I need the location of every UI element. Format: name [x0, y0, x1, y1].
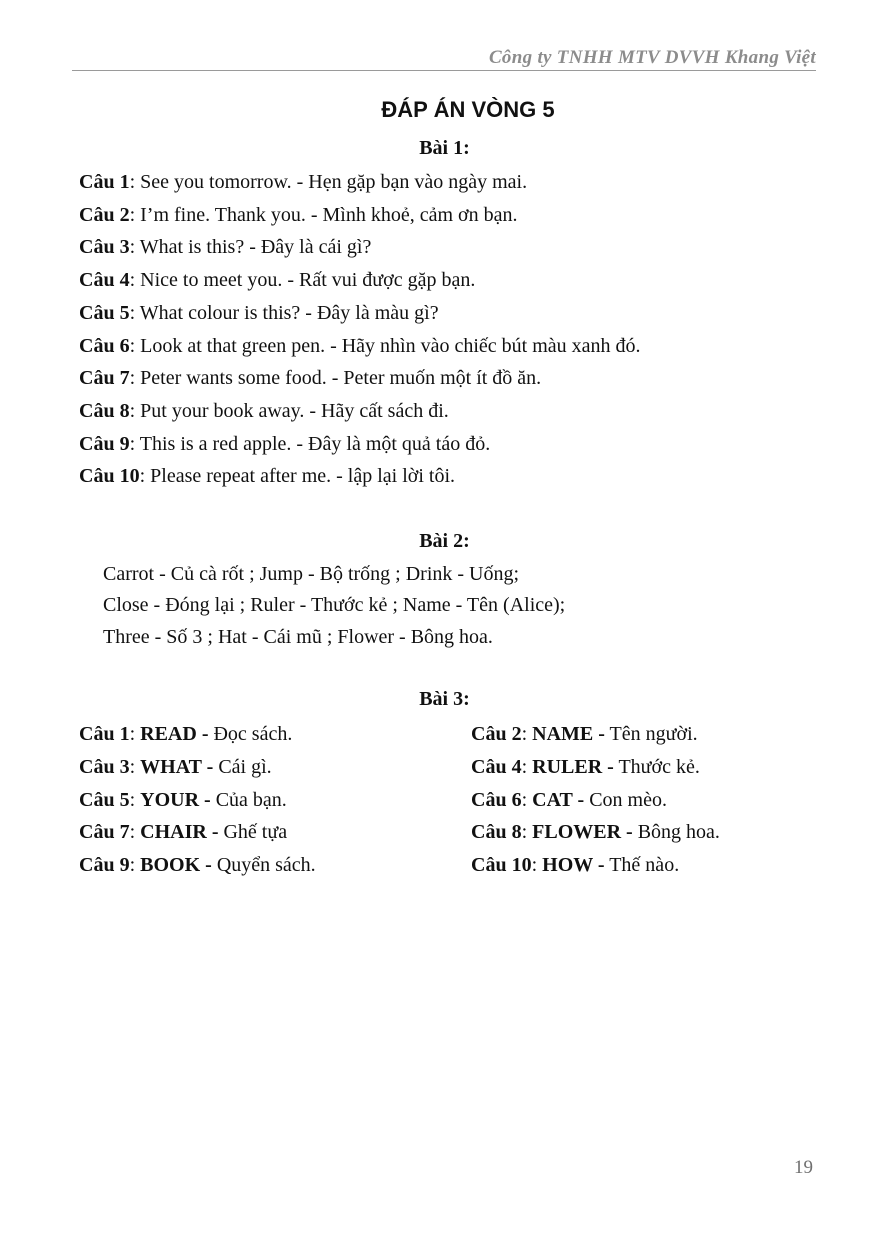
- vocab-word: BOOK: [140, 854, 201, 876]
- question-label: Câu 9: [79, 433, 130, 455]
- vocab-meaning: Ghế tựa: [218, 821, 288, 843]
- question-label: Câu 5: [79, 302, 130, 324]
- answer-text: Peter wants some food. - Peter muốn một ít đồ ăn.: [135, 367, 542, 389]
- vocab-answer-line: [79, 788, 287, 812]
- section-heading-bai-2: Bài 2:: [419, 530, 470, 552]
- vocab-word: WHAT: [140, 756, 202, 778]
- label-separator: :: [129, 236, 136, 258]
- question-label: Câu 10: [471, 854, 532, 876]
- answer-text: Please repeat after me. - lập lại lời tôi.: [145, 465, 456, 487]
- question-label: Câu 8: [79, 400, 130, 422]
- answer-line: [79, 235, 371, 259]
- label-separator: :: [521, 789, 533, 811]
- question-label: Câu 6: [79, 335, 130, 357]
- label-separator: :: [521, 756, 533, 778]
- page-number: 19: [794, 1157, 813, 1178]
- label-separator: :: [129, 367, 136, 389]
- answer-line: [79, 432, 490, 456]
- vocab-answer-line: [471, 755, 700, 779]
- question-label: Câu 7: [79, 821, 130, 843]
- question-label: Câu 7: [79, 367, 130, 389]
- question-label: Câu 3: [79, 756, 130, 778]
- answer-line: [79, 268, 475, 292]
- dash-separator: -: [572, 789, 585, 811]
- dash-separator: -: [201, 756, 214, 778]
- answer-text: Put your book away. - Hãy cất sách đi.: [135, 400, 449, 422]
- dash-separator: -: [200, 854, 212, 876]
- vocab-word: CAT: [532, 789, 573, 811]
- vocab-word: NAME: [532, 723, 594, 745]
- dash-separator: -: [593, 723, 605, 745]
- dash-separator: -: [621, 821, 633, 843]
- vocab-answer-line: [471, 853, 679, 877]
- dash-separator: -: [602, 756, 614, 778]
- question-label: Câu 6: [471, 789, 522, 811]
- bai-2-line: Three - Số 3 ; Hat - Cái mũ ; Flower - Bông hoa.: [103, 626, 493, 648]
- question-label: Câu 3: [79, 236, 130, 258]
- label-separator: :: [129, 400, 136, 422]
- question-label: Câu 8: [471, 821, 522, 843]
- bai-2-line: Carrot - Củ cà rốt ; Jump - Bộ trống ; Drink - Uống;: [103, 563, 520, 585]
- answer-text: Nice to meet you. - Rất vui được gặp bạn.: [135, 269, 476, 291]
- question-label: Câu 5: [79, 789, 130, 811]
- label-separator: :: [129, 854, 141, 876]
- label-separator: :: [129, 335, 136, 357]
- vocab-word: YOUR: [140, 789, 200, 811]
- vocab-answer-line: [79, 853, 316, 877]
- question-label: Câu 1: [79, 171, 130, 193]
- vocab-answer-line: [79, 722, 292, 746]
- answer-line: [79, 334, 641, 358]
- answer-line: [79, 399, 449, 423]
- vocab-meaning: Bông hoa.: [632, 821, 720, 843]
- label-separator: :: [129, 789, 141, 811]
- answer-line: [79, 366, 541, 390]
- dash-separator: -: [196, 723, 209, 745]
- label-separator: :: [531, 854, 543, 876]
- vocab-word: RULER: [532, 756, 603, 778]
- answer-text: I’m fine. Thank you. - Mình khoẻ, cảm ơn bạn.: [135, 204, 518, 226]
- question-label: Câu 4: [471, 756, 522, 778]
- dash-separator: -: [199, 789, 211, 811]
- vocab-answer-line: [471, 820, 720, 844]
- label-separator: :: [129, 821, 141, 843]
- label-separator: :: [129, 723, 141, 745]
- question-label: Câu 9: [79, 854, 130, 876]
- question-label: Câu 2: [471, 723, 522, 745]
- answer-line: [79, 301, 439, 325]
- label-separator: :: [521, 821, 533, 843]
- question-label: Câu 10: [79, 465, 140, 487]
- label-separator: :: [129, 269, 136, 291]
- vocab-meaning: Con mèo.: [584, 789, 667, 811]
- dash-separator: -: [592, 854, 605, 876]
- label-separator: :: [129, 756, 141, 778]
- answer-line: [79, 170, 527, 194]
- label-separator: :: [129, 204, 136, 226]
- vocab-answer-line: [79, 755, 272, 779]
- vocab-answer-line: [79, 820, 287, 844]
- vocab-meaning: Thước kẻ.: [613, 756, 700, 778]
- answer-line: [79, 464, 455, 488]
- question-label: Câu 4: [79, 269, 130, 291]
- section-heading-bai-1: Bài 1:: [419, 137, 470, 159]
- vocab-meaning: Của bạn.: [210, 789, 287, 811]
- vocab-meaning: Thế nào.: [604, 854, 680, 876]
- label-separator: :: [139, 465, 146, 487]
- section-heading-bai-3: Bài 3:: [419, 688, 470, 710]
- dash-separator: -: [206, 821, 219, 843]
- label-separator: :: [521, 723, 533, 745]
- vocab-meaning: Tên người.: [604, 723, 698, 745]
- vocab-answer-line: [471, 788, 667, 812]
- vocab-answer-line: [471, 722, 698, 746]
- vocab-word: READ: [140, 723, 197, 745]
- question-label: Câu 2: [79, 204, 130, 226]
- page-title: ĐÁP ÁN VÒNG 5: [381, 97, 555, 122]
- vocab-meaning: Cái gì.: [213, 756, 272, 778]
- answer-text: This is a red apple. - Đây là một quả táo đỏ.: [135, 433, 491, 455]
- answer-text: What colour is this? - Đây là màu gì?: [135, 302, 439, 324]
- publisher-name: Công ty TNHH MTV DVVH Khang Việt: [488, 47, 816, 68]
- answer-text: See you tomorrow. - Hẹn gặp bạn vào ngày mai.: [135, 171, 528, 193]
- vocab-meaning: Đọc sách.: [208, 723, 293, 745]
- vocab-word: CHAIR: [140, 821, 207, 843]
- question-label: Câu 1: [79, 723, 130, 745]
- vocab-word: FLOWER: [532, 821, 622, 843]
- label-separator: :: [129, 433, 136, 455]
- answer-line: [79, 203, 517, 227]
- label-separator: :: [129, 302, 136, 324]
- label-separator: :: [129, 171, 136, 193]
- bai-2-line: Close - Đóng lại ; Ruler - Thước kẻ ; Name - Tên (Alice);: [103, 594, 566, 616]
- page-header: [72, 44, 816, 71]
- vocab-meaning: Quyển sách.: [211, 854, 316, 876]
- vocab-word: HOW: [542, 854, 593, 876]
- answer-text: Look at that green pen. - Hãy nhìn vào chiếc bút màu xanh đó.: [135, 335, 641, 357]
- answer-text: What is this? - Đây là cái gì?: [135, 236, 372, 258]
